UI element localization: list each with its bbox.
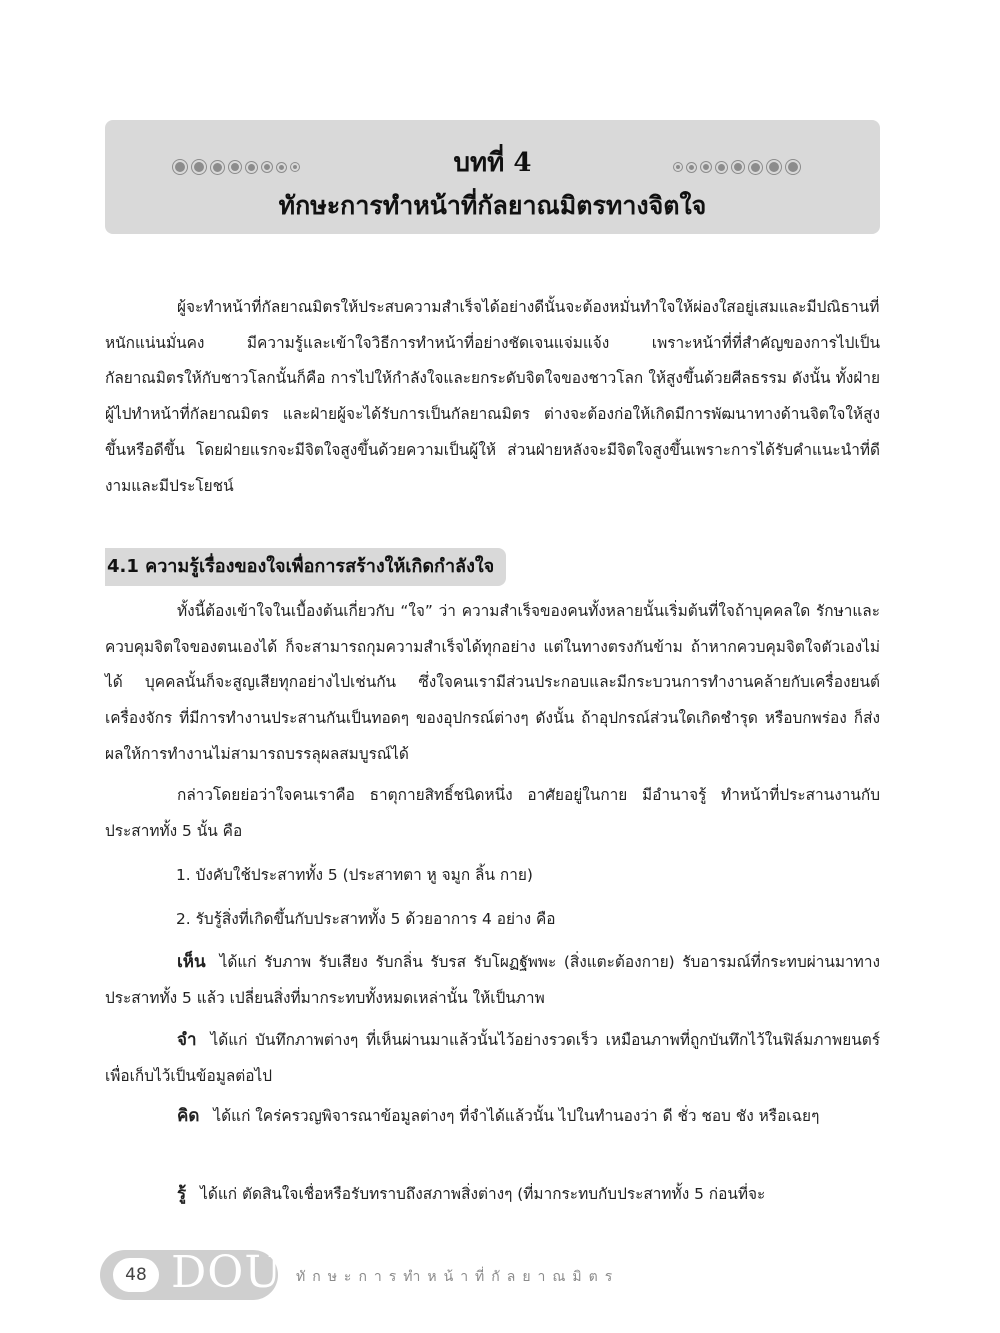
- chapter-number: บทที่ 4: [453, 148, 532, 178]
- definition-text: ได้แก่ รับภาพ รับเสียง รับกลิ่น รับรส รับโผฏฐัพพะ (สิ่งแตะต้องกาย) รับอารมณ์ที่กระทบผ่านมาทางประสาททั้ง 5 แล้ว เปลี่ยนสิ่งที่มากระทบทั้งหมดเหล่านั้น ให้เป็นภาพ: [105, 953, 880, 1007]
- definition-text: ได้แก่ บันทึกภาพต่างๆ ที่เห็นผ่านมาแล้วนั้นไว้อย่างรวดเร็ว เหมือนภาพที่ถูกบันทึกไว้ในฟิล์มภาพยนตร์ เพื่อเก็บไว้เป็นข้อมูลต่อไป: [105, 1031, 880, 1085]
- decorative-dots-right: [674, 160, 800, 174]
- definition-know: [105, 1177, 880, 1213]
- definition-think: [105, 1099, 880, 1135]
- definition-term: รู้: [177, 1184, 187, 1204]
- definition-text: ได้แก่ ตัดสินใจเชื่อหรือรับทราบถึงสภาพสิ่งต่างๆ (ที่มากระทบกับประสาททั้ง 5 ก่อนที่จะ: [200, 1185, 766, 1203]
- list-item: 1. บังคับใช้ประสาททั้ง 5 (ประสาทตา หู จมูก ลิ้น กาย): [176, 866, 533, 884]
- definition-text: ได้แก่ ใคร่ครวญพิจารณาข้อมูลต่างๆ ที่จำได้แล้วนั้น ไปในทำนองว่า ดี ชั่ว ชอบ ชัง หรือเฉยๆ: [213, 1107, 820, 1125]
- brand-logo-text: DOU: [171, 1247, 283, 1298]
- section-paragraph-1: ทั้งนี้ต้องเข้าใจในเบื้องต้นเกี่ยวกับ “ใจ” ว่า ความสำเร็จของคนทั้งหลายนั้นเริ่มต้นที่ใจถ้าบุคคลใด รักษาและควบคุมจิตใจของตนเองได้ ก็จะสามารถกุมความสำเร็จได้ทุกอย่าง แต่ในทางตรงกันข้าม ถ้าหากควบคุมจิตใจตัวเองไม่ได้ บุคคลนั้นก็จะสูญเสียทุกอย่างไปเช่นกัน ซึ่งใจคนเรามีส่วนประกอบและมีกระบวนการทำงานคล้ายกับเครื่องยนต์เครื่องจักร ที่มีการทำงานประสานกันเป็นทอดๆ ของอุปกรณ์ต่างๆ ดังนั้น ถ้าอุปกรณ์ส่วนใดเกิดชำรุด หรือบกพร่อง ก็ส่งผลให้การทำงานไม่สามารถบรรลุผลสมบูรณ์ได้: [105, 602, 880, 763]
- section-heading: 4.1 ความรู้เรื่องของใจเพื่อการสร้างให้เกิดกำลังใจ: [105, 548, 506, 586]
- running-book-title: ทักษะการทำหน้าที่กัลยาณมิตร: [296, 1269, 620, 1285]
- definition-see: [105, 945, 880, 1016]
- page-number: 48: [113, 1258, 159, 1292]
- chapter-title: ทักษะการทำหน้าที่กัลยาณมิตรทางจิตใจ: [278, 191, 707, 220]
- intro-paragraph: ผู้จะทำหน้าที่กัลยาณมิตรให้ประสบความสำเร็จได้อย่างดีนั้นจะต้องหมั่นทำใจให้ผ่องใสอยู่เสมและมีปณิธานที่หนักแน่นมั่นคง มีความรู้และเข้าใจวิธีการทำหน้าที่อย่างชัดเจนแจ่มแจ้ง เพราะหน้าที่ที่สำคัญของการไปเป็นกัลยาณมิตรให้กับชาวโลกนั้นก็คือ การไปให้กำลังใจและยกระดับจิตใจของชาวโลก ให้สูงขึ้นด้วยศีลธรรม ดังนั้น ทั้งฝ่ายผู้ไปทำหน้าที่กัลยาณมิตร และฝ่ายผู้จะได้รับการเป็นกัลยาณมิตร ต่างจะต้องก่อให้เกิดมีการพัฒนาทางด้านจิตใจให้สูงขึ้นหรือดีขึ้น โดยฝ่ายแรกจะมีจิตใจสูงขึ้นด้วยความเป็นผู้ให้ ส่วนฝ่ายหลังจะมีจิตใจสูงขึ้นเพราะการได้รับคำแนะนำที่ดีงามและมีประโยชน์: [105, 298, 880, 495]
- chapter-header-box: [105, 120, 880, 234]
- definition-term: คิด: [177, 1106, 200, 1126]
- definition-term: เห็น: [177, 952, 206, 972]
- definition-term: จำ: [177, 1030, 197, 1050]
- definition-remember: [105, 1023, 880, 1094]
- section-paragraph-2: กล่าวโดยย่อว่าใจคนเราคือ ธาตุกายสิทธิ์ชนิดหนึ่ง อาศัยอยู่ในกาย มีอำนาจรู้ ทำหน้าที่ประสานงานกับประสาททั้ง 5 นั้น คือ: [105, 786, 880, 840]
- list-item: 2. รับรู้สิ่งที่เกิดขึ้นกับประสาททั้ง 5 ด้วยอาการ 4 อย่าง คือ: [176, 910, 556, 928]
